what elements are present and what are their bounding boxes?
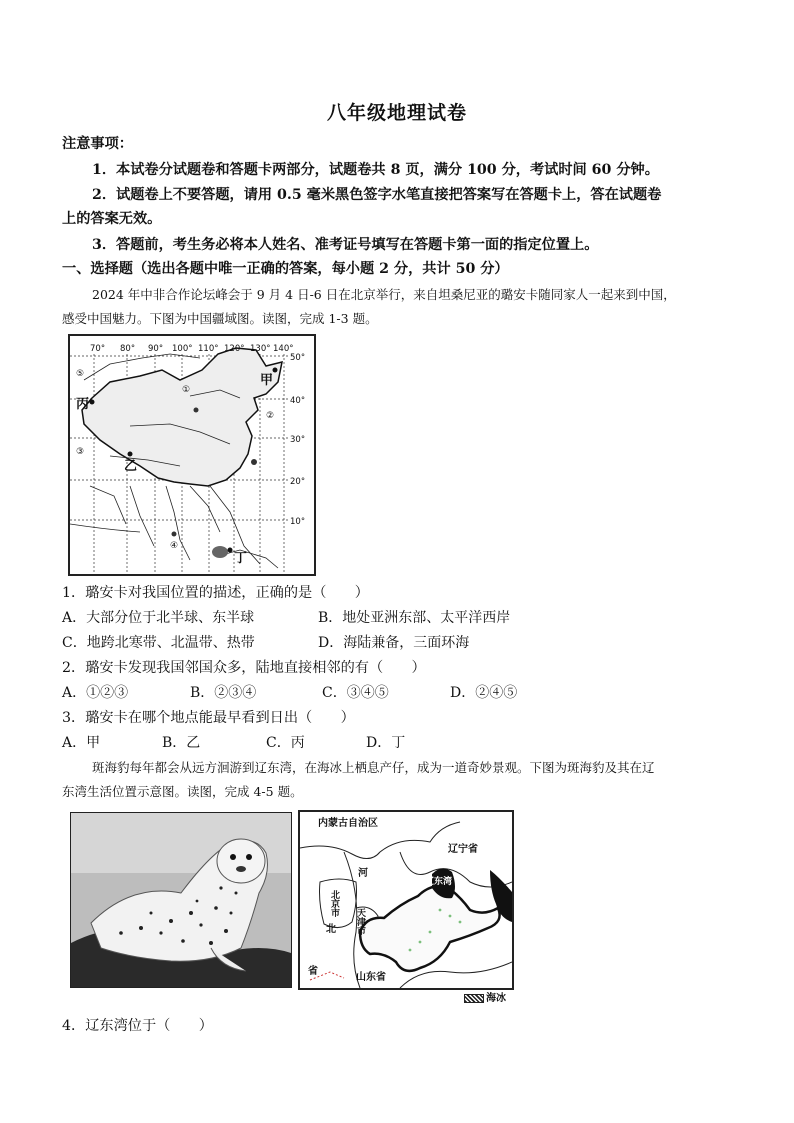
china-territory-map [68,334,316,576]
lon-label: 80° [120,344,136,354]
bohai-map-svg [300,812,512,988]
question-2-stem: 2．璐安卡发现我国邻国众多，陆地直接相邻的有（ ） [62,660,426,676]
china-map-svg [70,336,314,574]
notice-heading: 注意事项： [62,136,133,152]
lon-label: 140° [273,344,294,354]
lon-label: 100° [172,344,193,354]
question-2-option-d: D．②④⑤ [450,685,518,701]
label-sheng: 省 [308,966,318,977]
point-yi-dot [128,452,133,457]
seal-illustration [71,813,291,987]
neighbor-marker-4: ④ [170,541,179,551]
intro-2-line-1: 斑海豹每年都会从远方洄游到辽东湾，在海冰上栖息产仔，成为一道奇妙景观。下图为斑海豹及其在辽 [92,760,655,775]
point-jia-dot [273,368,278,373]
label-he: 河 [358,868,368,879]
intro-1-line-1: 2024 年中非合作论坛峰会于 9 月 4 日-6 日在北京举行，来自坦桑尼亚的璐安卡随同家人一起来到中国， [92,287,676,302]
question-1-option-a: A．大部分位于北半球、东半球 [62,610,255,626]
lat-label: 30° [290,435,306,445]
neighbor-marker-3: ③ [76,447,85,457]
intro-1-line-2: 感受中国魅力。下图为中国疆域图。读图，完成 1-3 题。 [62,311,378,326]
notice-item-1: 1．本试卷分试题卷和答题卡两部分，试题卷共 8 页，满分 100 分，考试时间 60 分钟。 [92,162,659,178]
notice-item-2-line-1: 2．试题卷上不要答题，请用 0.5 毫米黑色签字水笔直接把答案写在答题卡上，答在试题卷 [92,187,662,203]
question-3-option-a: A．甲 [62,735,101,751]
place-jia: 甲 [260,373,274,388]
question-1-option-d: D．海陆兼备，三面环海 [318,635,470,651]
point-ding-dot [228,548,233,553]
lon-label: 90° [148,344,164,354]
lat-label: 10° [290,517,306,527]
question-2-option-a: A．①②③ [62,685,129,701]
lon-label: 110° [198,344,219,354]
label-bei: 北 [326,924,336,935]
notice-item-2-line-2: 上的答案无效。 [62,211,162,227]
place-ding: 丁 [234,551,248,566]
place-bing: 丙 [76,397,90,412]
point-bing-dot [90,400,95,405]
label-liaodong-bay: 辽东湾 [425,877,453,887]
place-yi: 乙 [124,459,138,474]
label-inner-mongolia: 内蒙古自治区 [318,818,378,829]
neighbor-marker-1: ① [182,385,191,395]
spotted-seal-photo [70,812,292,988]
lat-label: 20° [290,477,306,487]
label-beijing: 北京市 [329,890,339,917]
neighbor-marker-5: ⑤ [76,369,85,379]
question-1-option-c: C．地跨北寒带、北温带、热带 [62,635,255,651]
question-3-option-d: D．丁 [366,735,406,751]
lat-label: 40° [290,396,306,406]
liaodong-bay-map [298,810,514,990]
neighbor-marker-2: ② [266,411,275,421]
question-2-option-b: B．②③④ [190,685,257,701]
question-3-stem: 3．璐安卡在哪个地点能最早看到日出（ ） [62,710,355,726]
map-legend [464,989,506,1004]
question-2-option-c: C．③④⑤ [322,685,389,701]
question-1-option-b: B．地处亚洲东部、太平洋西岸 [318,610,511,626]
label-shandong: 山东省 [356,972,386,983]
lon-label: 70° [90,344,106,354]
question-3-option-b: B．乙 [162,735,201,751]
sea-ice-swatch [464,994,484,1003]
intro-2-line-2: 东湾生活位置示意图。读图，完成 4-5 题。 [62,784,303,799]
question-4-stem: 4．辽东湾位于（ ） [62,1018,213,1034]
section-heading: 一、选择题（选出各题中唯一正确的答案，每小题 2 分，共计 50 分） [62,261,509,277]
question-1-stem: 1．璐安卡对我国位置的描述，正确的是（ ） [62,585,369,601]
label-liaoning: 辽宁省 [448,844,478,855]
exam-title: 八年级地理试卷 [326,102,467,124]
question-3-option-c: C．丙 [266,735,305,751]
notice-item-3: 3．答题前，考生务必将本人姓名、准考证号填写在答题卡第一面的指定位置上。 [92,237,599,253]
legend-sea-ice: 海冰 [486,993,506,1004]
lon-label: 120° [224,344,245,354]
lat-label: 50° [290,353,306,363]
lon-label: 130° [250,344,271,354]
label-tianjin: 天津市 [355,908,365,935]
